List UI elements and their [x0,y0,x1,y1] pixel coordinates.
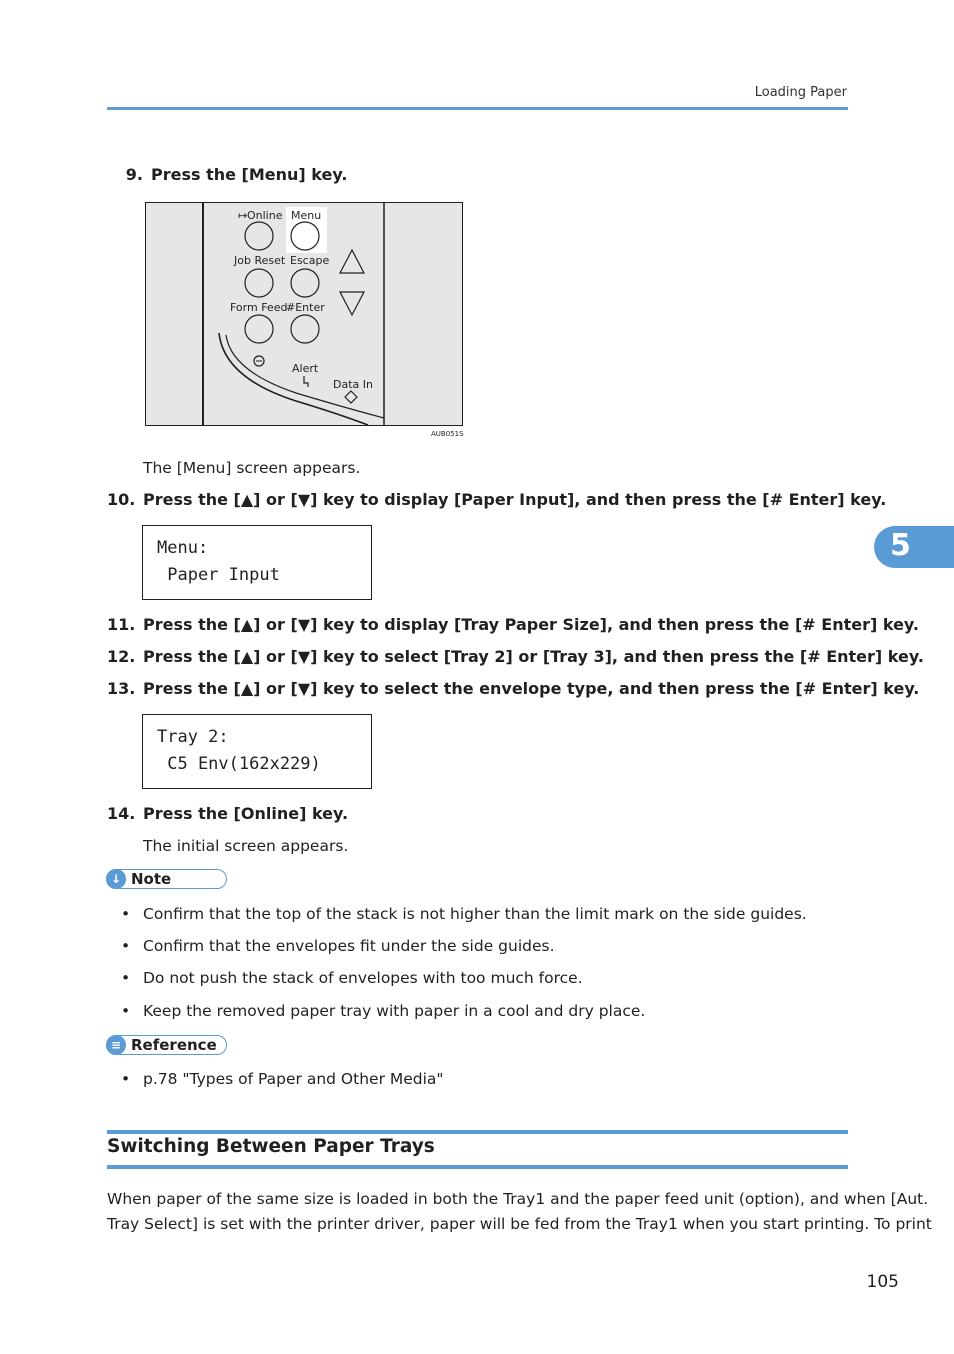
note-item: • Keep the removed paper tray with paper in a cool and dry place. [121,1002,646,1020]
data-in-label: Data In [333,378,373,391]
lcd-display-menu [142,525,372,600]
step-text: Press the [Menu] key. [151,165,348,184]
figure-code: AUB051S [431,430,464,438]
data-in-indicator-icon [345,391,357,403]
note-icon: ↓ [106,869,126,889]
online-key [245,222,273,250]
alert-indicator-icon [304,376,308,387]
down-arrow-key [340,292,364,315]
operation-panel-figure [145,202,463,426]
reference-badge [106,1035,227,1055]
section-paragraph-line-1: When paper of the same size is loaded in both the Tray1 and the paper feed unit (option), and when [Aut. [107,1190,929,1208]
step-number: 9. [125,165,143,184]
step-text: Press the [▲] or [▼] key to display [Tray Paper Size], and then press the [# Enter] key. [143,615,919,634]
header-rule [107,107,848,110]
step-number: 14. [107,804,136,823]
step-number: 12. [107,647,136,666]
step-13 [107,679,919,698]
step-text: Press the [▲] or [▼] key to display [Paper Input], and then press the [# Enter] key. [143,490,887,509]
step-14-result: The initial screen appears. [143,837,349,855]
lcd-line-2: Paper Input [157,565,280,585]
reference-icon: ≡ [106,1035,126,1055]
note-badge [106,869,227,889]
lcd-line-2: C5 Env(162x229) [157,754,321,774]
step-9 [107,165,347,184]
step-10 [107,490,886,509]
chapter-number: 5 [890,528,911,563]
step-text: Press the [▲] or [▼] key to select the envelope type, and then press the [# Enter] key. [143,679,920,698]
escape-key-label: Escape [290,254,330,267]
menu-key-label: Menu [291,209,322,222]
note-item: • Confirm that the top of the stack is not higher than the limit mark on the side guides. [121,905,807,923]
lcd-line-1: Tray 2: [157,727,229,747]
up-arrow-key [340,250,364,273]
step-14 [107,804,348,823]
online-glyph: ↦ [238,209,248,222]
step-text: Press the [▲] or [▼] key to select [Tray 2] or [Tray 3], and then press the [# Enter] key. [143,647,924,666]
note-item: • Confirm that the envelopes fit under the side guides. [121,937,555,955]
form-feed-key-label: Form Feed [230,301,288,314]
note-item-text: Confirm that the envelopes fit under the side guides. [143,937,555,955]
online-key-label: Online [247,209,283,222]
step-11 [107,615,919,634]
form-feed-key [245,315,273,343]
step-number: 11. [107,615,136,634]
reference-link[interactable]: p.78 "Types of Paper and Other Media" [143,1070,444,1088]
escape-key [291,269,319,297]
step-text: Press the [Online] key. [143,804,349,823]
alert-label: Alert [292,362,319,375]
note-item: • Do not push the stack of envelopes with too much force. [121,969,583,987]
step-12 [107,647,924,666]
page-number: 105 [866,1272,899,1292]
section-rule-top [107,1130,848,1134]
reference-item[interactable]: • p.78 "Types of Paper and Other Media" [121,1070,444,1088]
section-paragraph-line-2: Tray Select] is set with the printer driver, paper will be fed from the Tray1 when you start printing. To print [107,1215,932,1233]
step-number: 13. [107,679,136,698]
enter-key [291,315,319,343]
note-item-text: Keep the removed paper tray with paper in a cool and dry place. [143,1002,646,1020]
chapter-tab [874,526,954,568]
job-reset-key-label: Job Reset [234,254,286,267]
enter-key-label: #Enter [286,301,325,314]
section-rule-bottom [107,1165,848,1169]
note-label: Note [131,870,172,888]
step-number: 10. [107,490,136,509]
section-title: Switching Between Paper Trays [107,1136,435,1157]
note-item-text: Do not push the stack of envelopes with too much force. [143,969,583,987]
running-header: Loading Paper [754,85,847,100]
lcd-line-1: Menu: [157,538,209,558]
lcd-display-tray [142,714,372,789]
job-reset-key [245,269,273,297]
operation-panel-drawing [146,203,462,425]
reference-label: Reference [131,1036,217,1054]
note-item-text: Confirm that the top of the stack is not higher than the limit mark on the side guides. [143,905,807,923]
step-9-result: The [Menu] screen appears. [143,459,361,477]
